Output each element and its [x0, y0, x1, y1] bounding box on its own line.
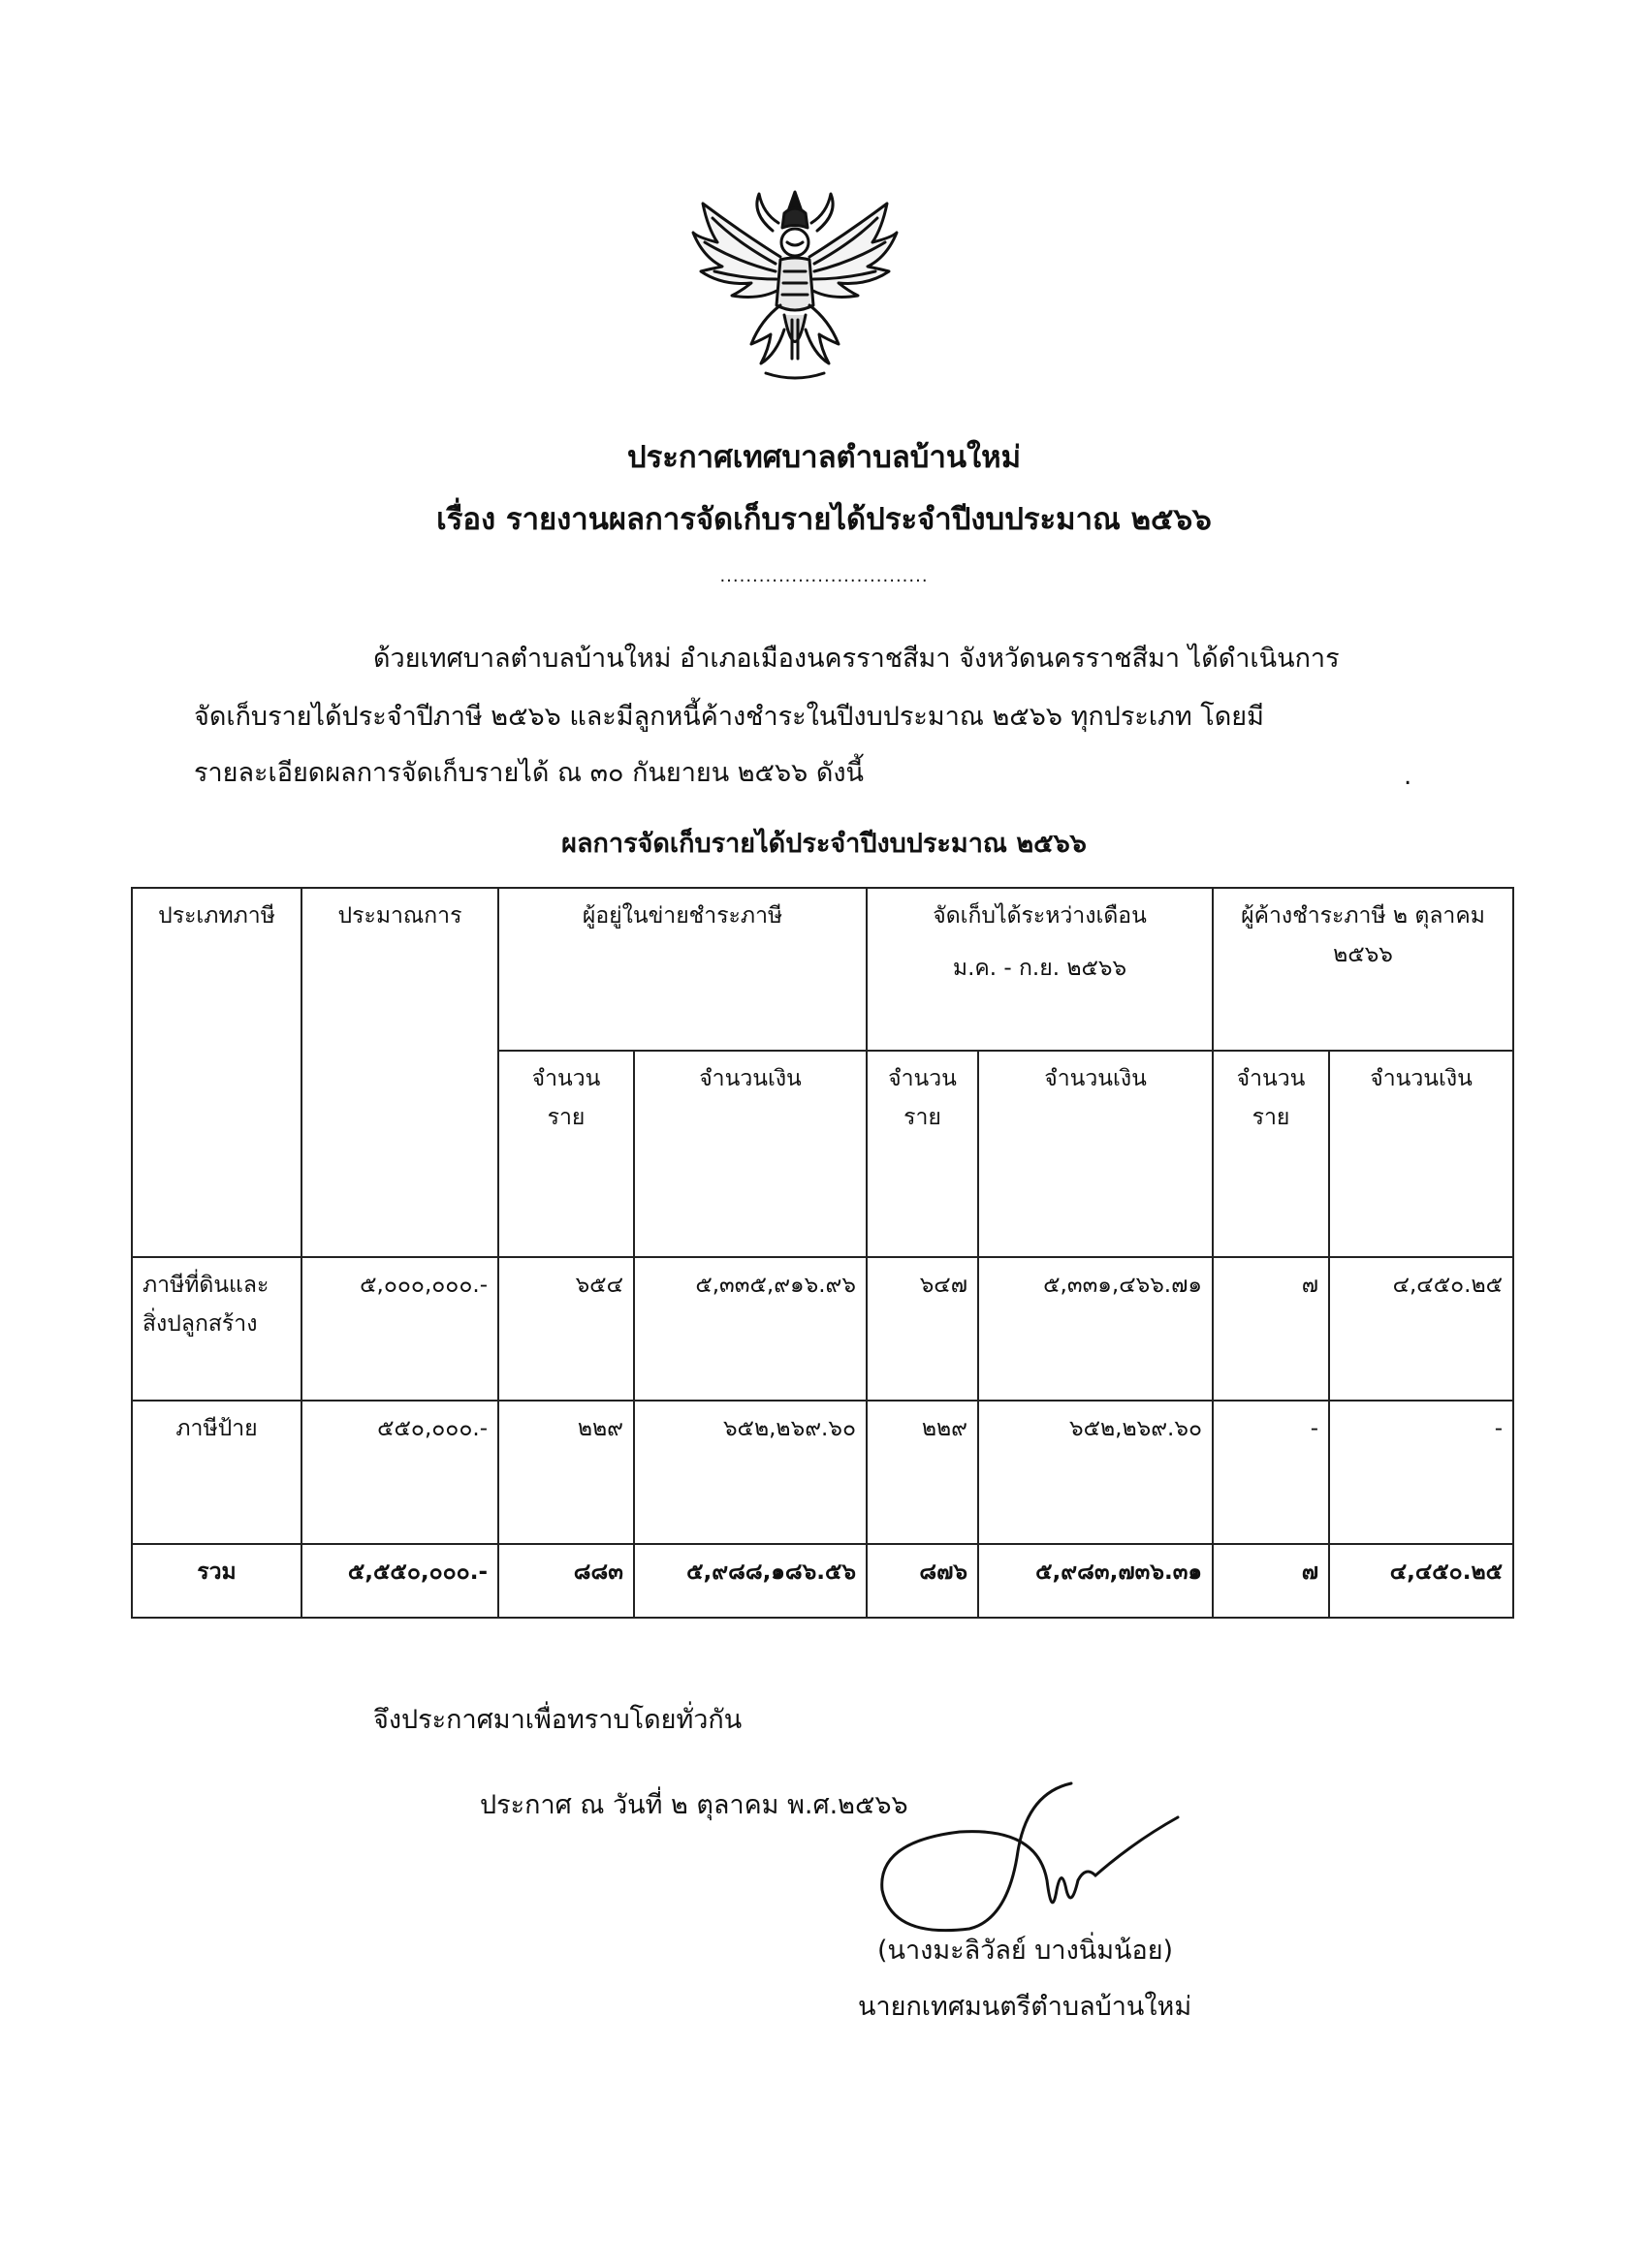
cell-total-label: รวม: [132, 1544, 301, 1618]
cell-total-outstanding-amount: ๔,๔๕๐.๒๕: [1329, 1544, 1513, 1618]
cell-in-net-count: ๖๕๔: [498, 1257, 634, 1401]
cell-estimate: ๕๕๐,๐๐๐.-: [301, 1401, 498, 1544]
cell-total-in-net-amount: ๕,๙๘๘,๑๘๖.๕๖: [634, 1544, 867, 1618]
cell-in-net-count: ๒๒๙: [498, 1401, 634, 1544]
announcement-date: ประกาศ ณ วันที่ ๒ ตุลาคม พ.ศ.๒๕๖๖: [480, 1790, 908, 1820]
cell-total-collected-amount: ๕,๙๘๓,๗๓๖.๓๑: [978, 1544, 1213, 1618]
header-tax-type: ประเภทภาษี: [132, 888, 301, 1257]
signer-position: นายกเทศมนตรีตำบลบ้านใหม่: [858, 1992, 1192, 2022]
body-line-2: จัดเก็บรายได้ประจำปีภาษี ๒๕๖๖ และมีลูกหนี้ค้างชำระในปีงบประมาณ ๒๕๖๖ ทุกประเภท โดยมี: [194, 702, 1264, 732]
header-outstanding: ผู้ค้างชำระภาษี ๒ ตุลาคม ๒๕๖๖: [1213, 888, 1513, 1051]
cell-tax-type: ภาษีป้าย: [132, 1401, 301, 1544]
cell-collected-count: ๖๔๗: [867, 1257, 978, 1401]
header-count: จำนวน ราย: [867, 1051, 978, 1257]
cell-total-in-net-count: ๘๘๓: [498, 1544, 634, 1618]
announcement-title: ประกาศเทศบาลตำบลบ้านใหม่: [626, 440, 1022, 475]
header-estimate: ประมาณการ: [301, 888, 498, 1257]
cell-collected-amount: ๕,๓๓๑,๔๖๖.๗๑: [978, 1257, 1213, 1401]
header-amount: จำนวนเงิน: [978, 1051, 1213, 1257]
stray-dot: .: [1404, 762, 1412, 791]
signature-icon: [853, 1774, 1183, 1948]
cell-total-outstanding-count: ๗: [1213, 1544, 1329, 1618]
header-amount: จำนวนเงิน: [634, 1051, 867, 1257]
cell-outstanding-amount: -: [1329, 1401, 1513, 1544]
table-row: [132, 1257, 1513, 1401]
table-row: [132, 1401, 1513, 1544]
header-count: จำนวน ราย: [498, 1051, 634, 1257]
cell-total-collected-count: ๘๗๖: [867, 1544, 978, 1618]
body-line-1: ด้วยเทศบาลตำบลบ้านใหม่ อำเภอเมืองนครราชสีมา จังหวัดนครราชสีมา ได้ดำเนินการ: [373, 644, 1340, 674]
table-title: ผลการจัดเก็บรายได้ประจำปีงบประมาณ ๒๕๖๖: [561, 829, 1087, 859]
announcement-subject: เรื่อง รายงานผลการจัดเก็บรายได้ประจำปีงบประมาณ ๒๕๖๖: [436, 502, 1212, 537]
header-count: จำนวน ราย: [1213, 1051, 1329, 1257]
cell-estimate: ๕,๐๐๐,๐๐๐.-: [301, 1257, 498, 1401]
cell-outstanding-count: ๗: [1213, 1257, 1329, 1401]
cell-tax-type: ภาษีที่ดินและ สิ่งปลูกสร้าง: [132, 1257, 301, 1401]
cell-in-net-amount: ๕,๓๓๕,๙๑๖.๙๖: [634, 1257, 867, 1401]
cell-total-estimate: ๕,๕๕๐,๐๐๐.-: [301, 1544, 498, 1618]
cell-outstanding-amount: ๔,๔๕๐.๒๕: [1329, 1257, 1513, 1401]
cell-collected-amount: ๖๕๒,๒๖๙.๖๐: [978, 1401, 1213, 1544]
garuda-emblem-icon: [683, 174, 906, 388]
header-in-net: ผู้อยู่ในข่ายชำระภาษี: [498, 888, 867, 1051]
body-line-3: รายละเอียดผลการจัดเก็บรายได้ ณ ๓๐ กันยายน ๒๕๖๖ ดังนี้: [194, 758, 865, 788]
cell-in-net-amount: ๖๕๒,๒๖๙.๖๐: [634, 1401, 867, 1544]
separator-dots: ................................: [719, 566, 929, 586]
cell-outstanding-count: -: [1213, 1401, 1329, 1544]
header-collected: จัดเก็บได้ระหว่างเดือน ม.ค. - ก.ย. ๒๕๖๖: [867, 888, 1213, 1051]
closing-statement: จึงประกาศมาเพื่อทราบโดยทั่วกัน: [373, 1705, 743, 1735]
header-amount: จำนวนเงิน: [1329, 1051, 1513, 1257]
cell-collected-count: ๒๒๙: [867, 1401, 978, 1544]
revenue-table: [131, 887, 1514, 1619]
signer-name: (นางมะลิวัลย์ บางนิ่มน้อย): [877, 1936, 1174, 1966]
table-total-row: [132, 1544, 1513, 1618]
